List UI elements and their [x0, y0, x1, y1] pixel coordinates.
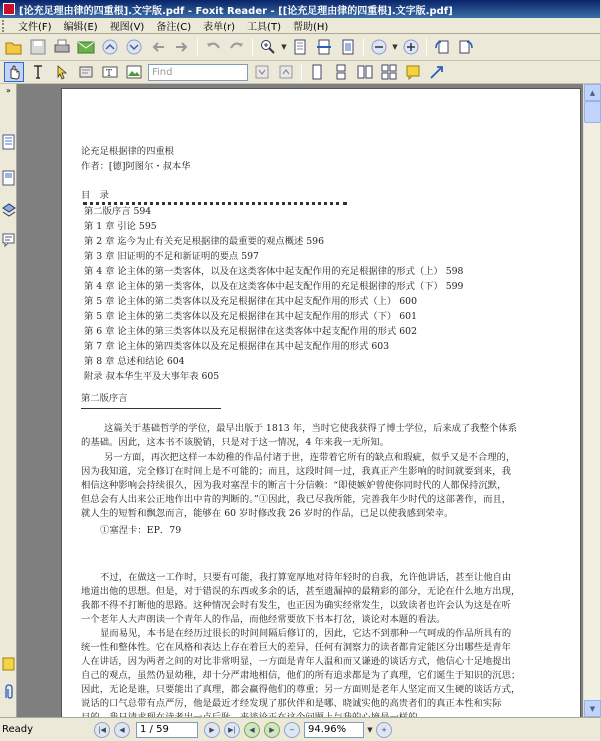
vertical-scrollbar[interactable] [583, 84, 600, 717]
zoom-out-status-icon[interactable]: − [284, 722, 300, 738]
pointer-icon[interactable] [52, 62, 72, 82]
paragraph-line: 因此，无论是谁，只要能出了真理，都会赢得他们的尊重；另一方面则是老年人坚定而又生硬的谈话方式， [81, 684, 521, 695]
menu-bar [0, 18, 600, 34]
redo-icon[interactable] [227, 37, 247, 57]
toolbar-separator [197, 38, 198, 56]
pdf-page [61, 88, 581, 728]
actual-size-icon[interactable] [338, 37, 358, 57]
open-icon[interactable] [4, 37, 24, 57]
paragraph-line: 但总会有人出来公正地作出中肯的判断的。”①因此，我已尽我所能，完善我年少时代的这部著作，而且， [81, 494, 512, 505]
fit-page-icon[interactable] [290, 37, 310, 57]
find-input[interactable]: Find [148, 64, 248, 81]
toolbar-grip[interactable] [2, 20, 10, 32]
toc-item[interactable]: 第 5 章 论主体的第二类客体以及充足根据律在其中起支配作用的形式（下） 601 [84, 311, 417, 322]
toc-item[interactable]: 第 2 章 迄今为止有关充足根据律的最重要的观点概述 596 [84, 236, 325, 247]
toolbar-separator [426, 38, 427, 56]
arrow-tool-icon[interactable] [427, 62, 447, 82]
svg-text:T: T [106, 69, 113, 79]
menu-file[interactable]: 文件(F) [18, 22, 52, 33]
typewriter-icon[interactable] [100, 62, 120, 82]
prev-page-icon[interactable]: ◀ [114, 722, 130, 738]
scroll-up-arrow-icon[interactable]: ▲ [584, 84, 601, 101]
paperclip-icon[interactable] [2, 684, 15, 700]
navigation-panel [0, 84, 17, 717]
scroll-down-arrow-icon[interactable]: ▼ [584, 700, 601, 717]
paragraph-line: 自己的观点，虽然仍显幼稚，却十分严肃地相信，他们的所有追求都是为了真理，它们诞生于知识的沉思； [81, 670, 521, 681]
paragraph-line: 说话的口气总带有点严厉，他是最近才经发现了那伙伴和是哪、晓诚实他的高贵者们的真正本性和实际 [81, 698, 502, 709]
page-number-field[interactable]: 1 / 59 [136, 722, 198, 738]
toc-item[interactable]: 第 1 章 引论 595 [84, 221, 157, 232]
pages-icon[interactable] [2, 170, 15, 186]
scroll-down-icon[interactable] [124, 37, 144, 57]
first-page-icon[interactable]: |◀ [94, 722, 110, 738]
paragraph-line: 统一性和整体性。它在风格和表达上存在着巨大的差异，任何有洞察力的读者都肯定能区分出哪些是青年 [81, 642, 511, 653]
undo-icon[interactable] [203, 37, 223, 57]
toc-item[interactable]: 第 4 章 论主体的第一类客体，以及在这类客体中起支配作用的充足根据律的形式（上） 598 [84, 266, 464, 277]
layers-icon[interactable] [2, 202, 15, 218]
title-bar [0, 0, 600, 18]
toolbar-separator [252, 38, 253, 56]
status-bar [0, 717, 600, 741]
scrollbar-thumb[interactable] [584, 101, 601, 123]
zoom-level-field[interactable]: 94.96% [304, 722, 364, 738]
zoom-out-icon[interactable] [369, 37, 389, 57]
email-icon[interactable] [76, 37, 96, 57]
tools-toolbar [0, 61, 600, 84]
next-page-icon[interactable]: ▶ [204, 722, 220, 738]
window-title: [论充足理由律的四重根].文字版.pdf - Foxit Reader - [[论充足理由律的四重根].文字版.pdf] [19, 5, 453, 17]
paragraph-line: 因为我知道，完全修订在时间上是不可能的；而且，这段时间一过，我真正产生影响的时间就要到来，我 [81, 466, 511, 477]
snapshot-icon[interactable] [76, 62, 96, 82]
last-page-icon[interactable]: ▶| [224, 722, 240, 738]
toc-item[interactable]: 第 5 章 论主体的第二类客体以及充足根据律在其中起支配作用的形式（上） 600 [84, 296, 417, 307]
expand-panel-icon[interactable]: » [6, 86, 11, 95]
hand-tool-icon[interactable] [4, 62, 24, 82]
zoom-in-status-icon[interactable]: + [376, 722, 392, 738]
toc-item[interactable]: 附录 叔本华生平及大事年表 605 [84, 371, 220, 382]
paragraph-line: 人在讲话，因为两者之间的对比非常明显，一方面是青年人温和而又谦逊的谈话方式，他信心十足地提出 [81, 656, 511, 667]
app-icon [3, 3, 15, 15]
zoom-dropdown-icon[interactable]: ▼ [392, 43, 398, 51]
menu-forms[interactable]: 表单(r) [203, 22, 236, 33]
scroll-up-icon[interactable] [100, 37, 120, 57]
doc-author: 作者：[德]阿图尔・叔本华 [81, 161, 191, 172]
note-icon[interactable] [403, 62, 423, 82]
paragraph-line: 这篇关于基础哲学的学位，最早出版于 1813 年，当时它使我获得了博士学位，后来成了我整个体系 [104, 423, 518, 434]
go-forward-icon[interactable]: ▶ [264, 722, 280, 738]
zoom-level-dropdown-icon[interactable]: ▼ [367, 725, 373, 734]
facing-icon[interactable] [355, 62, 375, 82]
find-prev-icon[interactable] [276, 62, 296, 82]
paragraph-line: 另一方面，再次把这样一本幼稚的作品付诸于世，连带着它所有的缺点和瑕疵，似乎又是不合理的， [104, 452, 516, 463]
toc-item[interactable]: 第 4 章 论主体的第一类客体，以及在这类客体中起支配作用的充足根据律的形式（下） 599 [84, 281, 464, 292]
toc-item[interactable]: 第 3 章 旧证明的不足和新证明的要点 597 [84, 251, 259, 262]
menu-comments[interactable]: 备注(C) [156, 22, 192, 33]
save-icon[interactable] [28, 37, 48, 57]
paragraph-line: 不过，在做这一工作时，只要有可能，我打算宽厚地对待年轻时的自我，允许他讲话，甚至让他自由 [100, 572, 512, 583]
print-icon[interactable] [52, 37, 72, 57]
footnote: ①塞涅卡：EP．79 [100, 525, 182, 536]
find-next-icon[interactable] [252, 62, 272, 82]
section-title: 第二版序言 [81, 393, 128, 404]
toolbar-separator [363, 38, 364, 56]
image-icon[interactable] [124, 62, 144, 82]
paragraph-line: 就人生的短暂和飘忽而言，能够在 60 岁时修改我 26 岁时的作品，已足以使我感到荣幸。 [81, 508, 454, 519]
zoom-tool-dropdown-icon[interactable]: ▼ [281, 43, 287, 51]
back-icon[interactable] [148, 37, 168, 57]
status-text: Ready [2, 724, 34, 735]
forward-icon[interactable] [172, 37, 192, 57]
paragraph-line: 的基础。因此，这本书不该脱销，只是对于这一情况，4 年来我一无所知。 [81, 437, 390, 448]
text-select-icon[interactable] [28, 62, 48, 82]
toc-item[interactable]: 第 8 章 总述和结论 604 [84, 356, 185, 367]
toolbar-separator [301, 63, 302, 81]
fit-width-icon[interactable] [314, 37, 334, 57]
bookmarks-icon[interactable] [2, 134, 15, 150]
continuous-icon[interactable] [331, 62, 351, 82]
doc-title: 论充足根据律的四重根 [81, 146, 174, 157]
toc-item[interactable]: 第 6 章 论主体的第三类客体以及充足根据律在这类客体中起支配作用的形式 602 [84, 326, 417, 337]
toc-item[interactable]: 第 7 章 论主体的第四类客体以及充足根据律在其中起支配作用的形式 603 [84, 341, 390, 352]
single-page-icon[interactable] [307, 62, 327, 82]
toc-heading: 目 录 [81, 190, 109, 201]
document-view[interactable] [17, 84, 583, 717]
menu-edit[interactable]: 编辑(E) [63, 22, 98, 33]
section-rule [81, 408, 221, 409]
dotted-divider [83, 202, 347, 205]
toc-item[interactable]: 第二版序言 594 [84, 206, 152, 217]
paragraph-line: 相信这种影响会持续很久，因为我对塞涅卡的断言十分信赖：“即使嫉妒曾使你同时代的人都保持沉默， [81, 480, 507, 491]
continuous-facing-icon[interactable] [379, 62, 399, 82]
attachment-icon[interactable] [2, 656, 15, 672]
menu-view[interactable]: 视图(V) [109, 22, 145, 33]
rotate-right-icon[interactable] [456, 37, 476, 57]
paragraph-line: 显而易见，本书是在经历过很长的时间间隔后修订的，因此，它达不到那种一气呵成的作品所具有的 [100, 628, 512, 639]
zoom-in-icon[interactable] [401, 37, 421, 57]
rotate-left-icon[interactable] [432, 37, 452, 57]
menu-tools[interactable]: 工具(T) [247, 22, 281, 33]
comments-icon[interactable] [2, 232, 15, 248]
paragraph-line: 地道出他的思想。但是，对于错误的东西或多余的话，甚至遗漏掉的最精彩的部分，无论在什么地方出现， [81, 586, 521, 597]
main-toolbar [0, 34, 600, 61]
paragraph-line: 一个老年人大声朗读一个青年人的作品，而他经常要放下书本打岔，谈论对本题的看法。 [81, 614, 446, 625]
menu-help[interactable]: 帮助(H) [292, 22, 329, 33]
paragraph-line: 我都不得不打断他的思路。这种情况会时有发生，也正因为确实经常发生，以致读者也许会认为这是在听 [81, 600, 511, 611]
zoom-in-tool-icon[interactable] [258, 37, 278, 57]
go-back-icon[interactable]: ◀ [244, 722, 260, 738]
